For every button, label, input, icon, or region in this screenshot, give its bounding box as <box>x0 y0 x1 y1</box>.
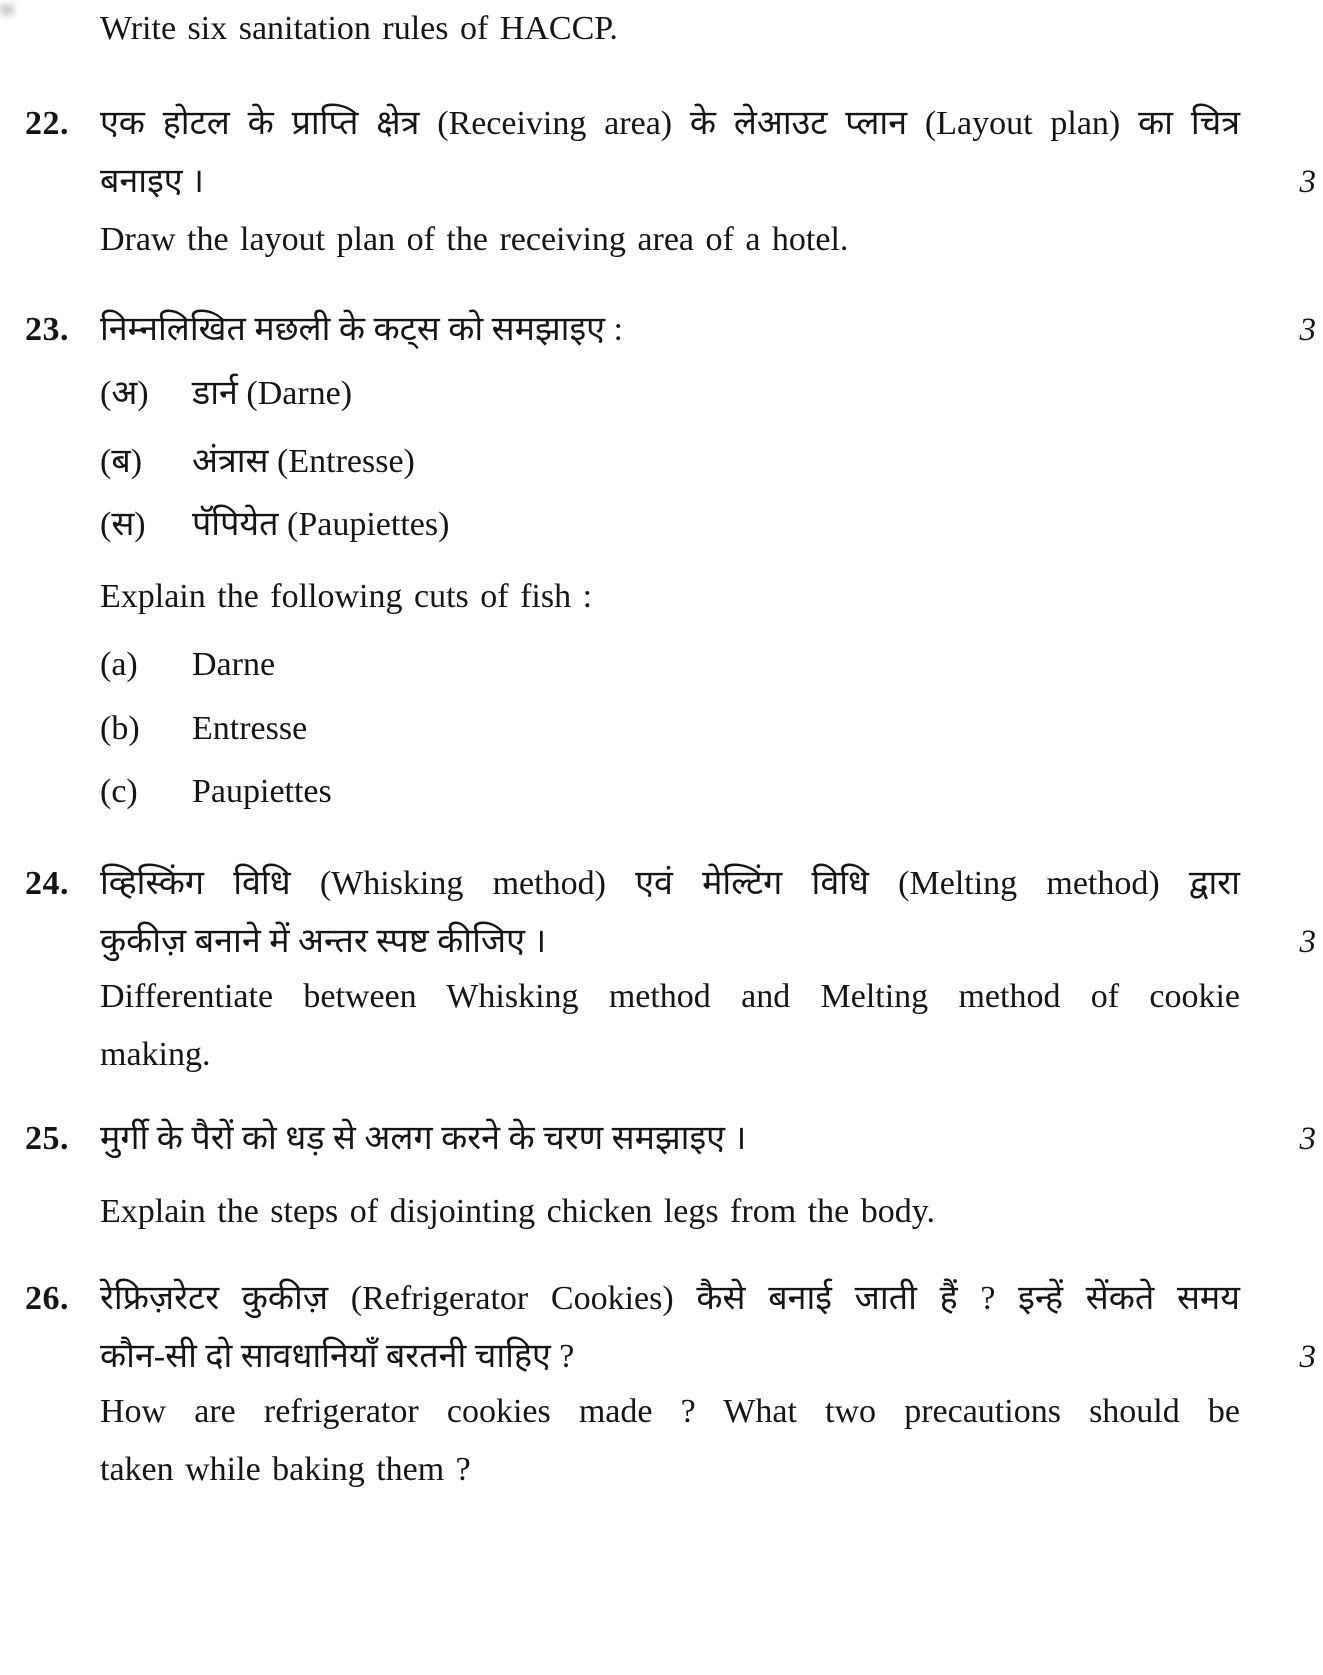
question-24 <box>0 855 1323 971</box>
marks-value: 3 <box>1299 1339 1316 1375</box>
hindi-text-line: निम्नलिखित मछली के कट्स को समझाइए : <box>100 311 623 348</box>
english-text-line: Draw the layout plan of the receiving area of a hotel. <box>100 221 849 258</box>
question-number: 25. <box>25 1120 69 1157</box>
marks-value: 3 <box>1299 1121 1316 1157</box>
hindi-text-line: कुकीज़ बनाने में अन्तर स्पष्ट कीजिए । <box>100 923 547 960</box>
english-text-line: Explain the steps of disjointing chicken legs from the body. <box>100 1193 935 1230</box>
item-text: Entresse <box>192 710 308 747</box>
question-23-english <box>0 568 1323 626</box>
hindi-text-line: बनाइए । <box>100 163 204 200</box>
item-label: (ब) <box>100 443 143 480</box>
question-23 <box>0 301 1323 359</box>
marks-value: 3 <box>1299 312 1316 348</box>
question-number: 26. <box>25 1280 69 1317</box>
marks-value: 3 <box>1299 164 1316 200</box>
english-text-line: Explain the following cuts of fish : <box>100 578 593 615</box>
question-22 <box>0 95 1323 211</box>
question-25-english <box>0 1183 1323 1241</box>
item-text: Paupiettes <box>192 773 332 810</box>
question-23-item-a-english <box>0 636 1323 694</box>
english-text-line: taken while baking them ? <box>100 1451 471 1488</box>
question-26-english <box>0 1383 1323 1499</box>
intro-line-block <box>0 0 1323 58</box>
question-23-item-b-english <box>0 700 1323 758</box>
item-text: डार्न (Darne) <box>192 375 353 412</box>
item-label: (b) <box>100 710 140 747</box>
question-22-english <box>0 211 1323 269</box>
hindi-text-line: मुर्गी के पैरों को धड़ से अलग करने के चरण समझाइए । <box>100 1120 747 1157</box>
english-text-line: How are refrigerator cookies made ? What two precautions should be <box>100 1393 1240 1430</box>
item-text: पॅपियेत (Paupiettes) <box>192 506 450 543</box>
hindi-text-line: व्हिस्किंग विधि (Whisking method) एवं मेल्टिंग विधि (Melting method) द्वारा <box>100 865 1240 902</box>
item-label: (c) <box>100 773 138 810</box>
question-26 <box>0 1270 1323 1386</box>
question-number: 24. <box>25 865 69 902</box>
question-24-english <box>0 968 1323 1084</box>
hindi-text-line: कौन-सी दो सावधानियाँ बरतनी चाहिए ? <box>100 1338 575 1375</box>
item-label: (a) <box>100 646 138 683</box>
question-25 <box>0 1110 1323 1168</box>
question-23-item-c-hindi <box>0 496 1323 554</box>
question-23-item-b-hindi <box>0 433 1323 491</box>
hindi-text-line: रेफ्रिज़रेटर कुकीज़ (Refrigerator Cookies) कैसे बनाई जाती हैं ? इन्हें सेंकते समय <box>100 1280 1240 1317</box>
marks-value: 3 <box>1299 924 1316 960</box>
item-text: Darne <box>192 646 276 683</box>
item-label: (अ) <box>100 375 149 412</box>
question-23-item-c-english <box>0 763 1323 821</box>
question-number: 22. <box>25 105 69 142</box>
english-text-line: making. <box>100 1036 211 1073</box>
question-number: 23. <box>25 311 69 348</box>
item-text: अंत्रास (Entresse) <box>192 443 415 480</box>
hindi-text-line: एक होटल के प्राप्ति क्षेत्र (Receiving area) के लेआउट प्लान (Layout plan) का चित्र <box>100 105 1240 142</box>
intro-line: Write six sanitation rules of HACCP. <box>100 10 618 47</box>
item-label: (स) <box>100 506 146 543</box>
english-text-line: Differentiate between Whisking method and Melting method of cookie <box>100 978 1240 1015</box>
question-23-item-a-hindi <box>0 365 1323 423</box>
